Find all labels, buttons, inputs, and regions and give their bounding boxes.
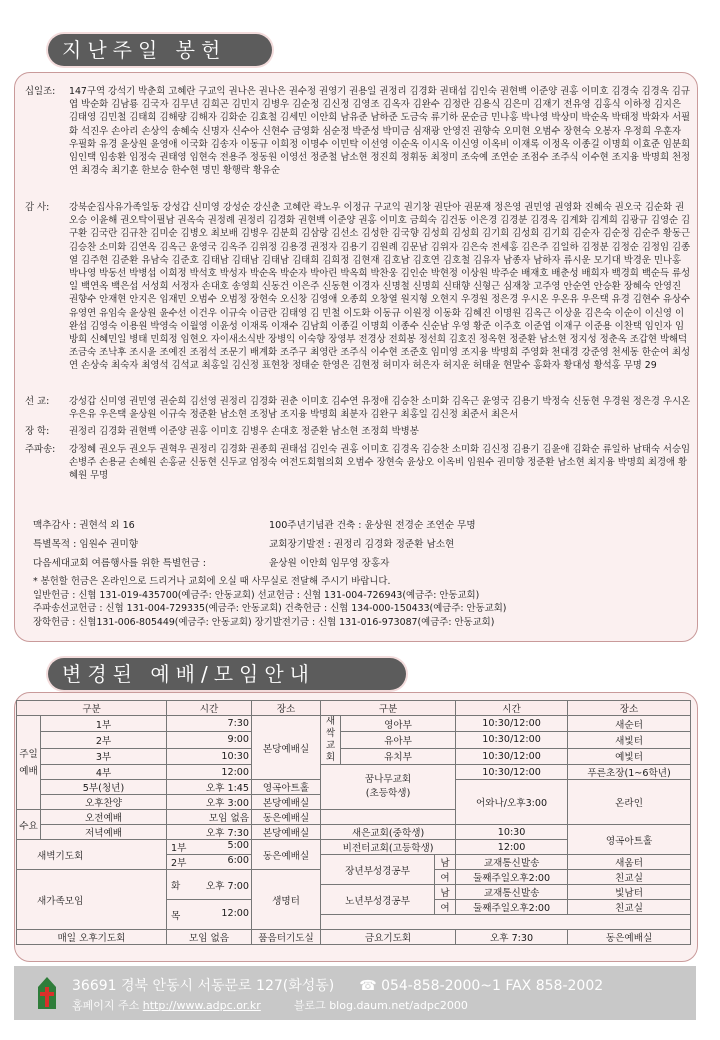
cell: 어와나/오후3:00	[456, 780, 568, 825]
footer-address: 36691 경북 안동시 서동문로 127(화성동)	[72, 978, 335, 994]
cell: 오후 3:00	[167, 795, 252, 810]
cell: 장년부성경공부	[321, 855, 435, 885]
cell: 노년부성경공부	[321, 885, 435, 915]
table-row	[17, 825, 691, 840]
cell: 본당예배실	[252, 716, 321, 780]
special-offering-left: 다음세대교회 여름행사를 위한 특별헌금 :	[33, 558, 206, 569]
cell: 새움터	[568, 855, 691, 870]
offering-label: 선 교:	[25, 396, 50, 407]
blog-address: 블로그 blog.daum.net/adpc2000	[293, 999, 468, 1012]
footer-web-line	[72, 997, 468, 1013]
note-line: * 봉헌할 헌금은 온라인으로 드리거나 교회에 오실 때 사무실로 전달해 주시기 바랍니다.	[33, 576, 391, 587]
cell: 오전예배	[41, 810, 167, 825]
cell: 둘째주일오후2:00	[456, 900, 568, 915]
table-header-row	[17, 701, 691, 716]
offering-notes	[33, 575, 683, 629]
cell: 새은교회(중학생)	[321, 825, 456, 840]
cell	[167, 840, 252, 855]
dream-church-cell	[321, 765, 456, 810]
cell: 새벽기도회	[17, 840, 167, 870]
cell-text: 꿈나무교회	[364, 774, 412, 785]
cell: 새순터	[568, 716, 691, 732]
header-place: 장소	[568, 701, 691, 716]
homepage-label: 홈페이지 주소	[72, 999, 140, 1012]
offering-names: 147구역 강석기 박춘희 고혜란 구교익 권나은 권나은 권수정 권영기 권용일 권정리 김경화 권태섭 김인숙 권현백 이준양 권홍 이미호 김경숙 김경옥 김규엽 박순화 김남룡 김국자 김무년 김희곤 김민지 김병우 김순정 김신정 김영조 김옥자 김완수 김정란 김용식 김은미 김재기 전유영 김홍식 이하정 김지은 김태영 김민철 김태희 김해량 김해자 김화순 김효철 김세민 이안희 남유준 남하준 도금숙 류기하 문순금 민나홍 박나영 박상미 박순옥 박태정 박화자 서필화 석진우 손아리 손상익 송혜숙 신명자 신수아 신현수 금영화 심순정 박준성 박미금 심재광 안영진 권향숙 오미현 오범수 장현숙 오봉자 우정희 우훈자 우필화 유경 윤상원 윤영애 이국화 김송자 이동규 이희정 이명수 이민탁 이선영 이순옥 이시옥 이신영 이옥비 이재록 이정옥 이종길 이명희 이효준 임분희 임인택 임송환 임정숙 권태영 임현숙 전용주 정동원 이영선 정준철 남소현 정진희 정휘동 최정미 조숙예 조연순 조점수 조주식 이수현 조지융 박명희 천정연 최경숙 최기훈 한보승 한수현 명민 황행락 황유순	[69, 86, 691, 177]
cell-text: 오후 7:00	[205, 880, 250, 892]
offering-label: 주파송:	[25, 444, 56, 455]
cell: 교재통신발송	[456, 885, 568, 900]
offering-names: 권정리 김경화 권현백 이준양 권홍 이미호 김병우 손대호 정준환 남소현 조정희 박병봉	[69, 426, 419, 437]
table-row	[17, 930, 691, 945]
cell: 3부	[41, 748, 167, 764]
cell: 영곡아트홀	[568, 825, 691, 855]
cell: 동은예배실	[568, 930, 691, 945]
homepage-link[interactable]: http://www.adpc.or.kr	[142, 999, 261, 1012]
saesak-church-label: 새싹교회	[321, 716, 341, 765]
cell: 7:30	[167, 716, 252, 732]
cell: 오후 1:45	[167, 780, 252, 795]
cell: 남	[435, 885, 456, 900]
cell	[321, 915, 691, 930]
schedule-section-title: 변경된 예배/모임안내	[48, 658, 406, 690]
cell-text: (초등학생)	[365, 788, 411, 799]
cell: 12:00	[167, 765, 252, 780]
cell: 빛남터	[568, 885, 691, 900]
header-gubun: 구분	[321, 701, 456, 716]
header-time: 시간	[167, 701, 252, 716]
offering-names: 강성갑 신미영 권민영 권순희 김선영 권정리 김경화 권춘 이미호 김수연 유정애 김승찬 소미화 김옥근 윤영국 김용기 박정숙 신동현 우경원 정은경 우시온 우은유 우은택 윤상원 이규숙 정준환 남소현 조정남 조지융 박명희 최분자 김완구 최홍일 김신정 최준서 최은서	[69, 396, 691, 421]
note-line: 일반헌금 : 신협 131-019-435700(예금주: 안동교회) 선교헌금 : 신협 131-004-726943(예금주: 안동교회)	[33, 589, 480, 601]
cell	[167, 900, 252, 930]
cell	[321, 810, 456, 825]
cell: 5부(청년)	[41, 780, 167, 795]
note-line: 주파송선교헌금 : 신협 131-004-729335(예금주: 안동교회) 건축헌금 : 신협 134-000-150433(예금주: 안동교회)	[33, 603, 507, 615]
wednesday-label: 수요	[17, 810, 41, 840]
cell: 본당예배실	[252, 795, 321, 810]
cell-text: 1부	[171, 843, 187, 854]
table-row	[17, 716, 691, 732]
offering-label: 장 학:	[25, 426, 50, 437]
cell: 모임 없음	[167, 810, 252, 825]
cell: 12:00	[456, 840, 568, 855]
offering-names: 강정혜 권오두 권오두 권혁우 권정리 김경화 권종희 권태섭 김인숙 권홍 이미호 김경옥 김승찬 소미화 김신정 김용기 김윤애 김화순 류일하 남태숙 서승임 손병주 손용균 손혜원 손홍균 신동현 신두교 엄정숙 여전도회협의회 오범수 장현숙 윤상오 이옥비 임원수 권미향 정준환 남소현 최지융 박명희 최경애 황혜원 무명	[69, 444, 691, 482]
cell: 오후 7:30	[167, 825, 252, 840]
cell: 품음터기도실	[252, 930, 321, 945]
cell: 금요기도회	[321, 930, 456, 945]
cell: 새가족모임	[17, 870, 167, 930]
cell: 9:00	[167, 732, 252, 748]
cell-text: 6:00	[227, 855, 250, 866]
header-place: 장소	[252, 701, 321, 716]
cell: 푸른초장(1~6학년)	[568, 765, 691, 780]
cell: 남	[435, 855, 456, 870]
cell: 매일 오후기도회	[17, 930, 167, 945]
cell: 새빛터	[568, 732, 691, 748]
table-row	[17, 765, 691, 780]
church-logo-icon	[34, 975, 60, 1011]
offering-names: 강북순집사유가족일동 강성갑 신미영 강성순 강신춘 고혜란 곽노우 이정규 구교익 권기창 권단아 권문재 정은영 권민영 권영화 진혜숙 권오국 김순화 권오승 이윤해 권오탁이필남 권옥숙 권정례 권정리 김경화 권현백 이준양 권홍 이미호 금희숙 김건동 이은경 김경분 김경옥 김계화 김계희 김광규 김영순 김구환 김국란 김규찬 김미순 김병오 최보배 김병우 김분희 김삼랑 김선소 김성한 김국향 김성희 김성희 김기희 김성희 김기희 김순자 김순정 김순주 황동근 김승찬 소미화 김연옥 김옥근 윤영국 김옥주 김위정 김용경 권정자 김용기 김원례 김문남 김위자 김은숙 전세홍 김은주 김일하 김정분 김정순 김정임 김종열 김주현 김준환 유남숙 김준호 김태남 김태남 김태남 김태희 김희정 김현재 김호남 김호연 김호철 김유자 남종자 남하자 류시운 모기대 박경운 민나홍 박나영 박동선 박병섭 이희정 박석호 박성자 박순옥 박순자 박아린 박옥희 박찬웅 김인순 박현정 이상원 박주순 배재호 배춘성 배희자 백경희 백순득 류성일 백연옥 백은섭 서성희 서정자 손대호 송영희 신동건 이은주 신동현 이경자 신명철 신명희 신태향 신형근 심재창 고주영 안순연 안승환 장혜숙 안영진 권향수 안재현 안지은 임재민 오범수 오범정 장현숙 오신창 김영애 오종희 오창열 원지형 오현지 우경원 정은경 우시온 우온유 우은택 유경 김현수 유상수 유영연 유임숙 윤상원 윤수선 이건우 이규숙 이금란 김태영 김 민철 이도화 이동규 이원정 이동화 김혜진 이명원 김옥근 이상윤 김은숙 이순이 이신영 이완섭 김영숙 이용원 박영숙 이월영 이윤성 이재록 이재수 김남희 이종길 이명희 이종수 신순남 우영 황준 이주호 이준엽 이재구 이준용 이찬택 임인자 임방희 신혜민일 병태 민희정 임현오 자이새소식반 장병익 이숙향 장영부 전경상 전희봉 정선희 김호진 정옥현 정준환 남소현 정지성 정춘옥 조갑현 박해덕 조금숙 조낙후 조시윤 조예진 조점석 조문기 배계화 조주구 최영란 조주식 이수현 조준호 임미영 조지융 박명희 주영화 천대경 강준영 천세동 한순여 최성연 손상숙 최숙자 최영석 김석교 최홍일 김신정 표현창 정태순 한영은 김현정 허미자 허은자 허지운 허태윤 현말수 홍화자 황대성 황석홍 무명 29	[69, 202, 691, 372]
cell-text: 목	[171, 910, 181, 922]
cell: 예빛터	[568, 748, 691, 764]
cell: 여	[435, 870, 456, 885]
cell: 친교실	[568, 900, 691, 915]
cell: 10:30/12:00	[456, 732, 568, 748]
footer	[14, 966, 696, 1020]
cell: 생명터	[252, 870, 321, 930]
offering-label: 십일조:	[25, 86, 56, 97]
cell: 둘째주일오후2:00	[456, 870, 568, 885]
cell: 2부	[41, 732, 167, 748]
cell	[167, 870, 252, 900]
cell-text: 화	[171, 880, 181, 892]
cell: 동은예배실	[252, 840, 321, 870]
special-offering-right: 교회장기발전 : 권정리 김경화 정준환 남소현	[269, 539, 455, 550]
cell: 교재통신발송	[456, 855, 568, 870]
offering-panel	[14, 72, 698, 642]
header-time: 시간	[456, 701, 568, 716]
cell: 10:30	[167, 748, 252, 764]
special-offering-right: 100주년기념관 건축 : 윤상원 전경순 조연순 무명	[269, 520, 476, 531]
cell: 영아부	[341, 716, 456, 732]
cell-text: 5:00	[227, 840, 250, 851]
cell	[167, 855, 252, 870]
cell: 10:30/12:00	[456, 748, 568, 764]
cell: 오후 7:30	[456, 930, 568, 945]
note-line: 장학헌금 : 신협131-006-805449(예금주: 안동교회) 장기발전기금 : 신협 131-016-973087(예금주: 안동교회)	[33, 616, 495, 628]
cell-text: 2부	[171, 858, 187, 869]
header-gubun: 구분	[17, 701, 167, 716]
cell: 4부	[41, 765, 167, 780]
cell: 유치부	[341, 748, 456, 764]
cell: 10:30/12:00	[456, 716, 568, 732]
cell: 본당예배실	[252, 825, 321, 840]
footer-contact-line	[72, 975, 603, 995]
special-offering-right: 윤상원 이안희 임무영 장홍자	[269, 558, 390, 569]
cell-text: 12:00	[221, 907, 250, 919]
cell: 유아부	[341, 732, 456, 748]
footer-phone: ☎ 054-858-2000~1 FAX 858-2002	[359, 978, 604, 994]
cell: 동은예배실	[252, 810, 321, 825]
schedule-table	[16, 700, 691, 945]
sunday-worship-label: 주일예배	[17, 716, 41, 810]
offering-section-title: 지난주일 봉헌	[48, 34, 272, 66]
special-offering-left: 특별목적 : 임원수 권미향	[33, 539, 139, 550]
cell: 10:30/12:00	[456, 765, 568, 780]
cell: 온라인	[568, 780, 691, 825]
cell: 친교실	[568, 870, 691, 885]
cell: 여	[435, 900, 456, 915]
cell: 10:30	[456, 825, 568, 840]
cell: 1부	[41, 716, 167, 732]
offering-label: 감 사:	[25, 202, 50, 213]
cell: 비전터교회(고등학생)	[321, 840, 456, 855]
table-row	[17, 748, 691, 764]
cell: 모임 없음	[167, 930, 252, 945]
special-offering-left: 맥추감사 : 권현석 외 16	[33, 520, 135, 531]
table-row	[17, 732, 691, 748]
cell: 저녁예배	[41, 825, 167, 840]
cell: 오후찬양	[41, 795, 167, 810]
cell: 영곡아트홀	[252, 780, 321, 795]
